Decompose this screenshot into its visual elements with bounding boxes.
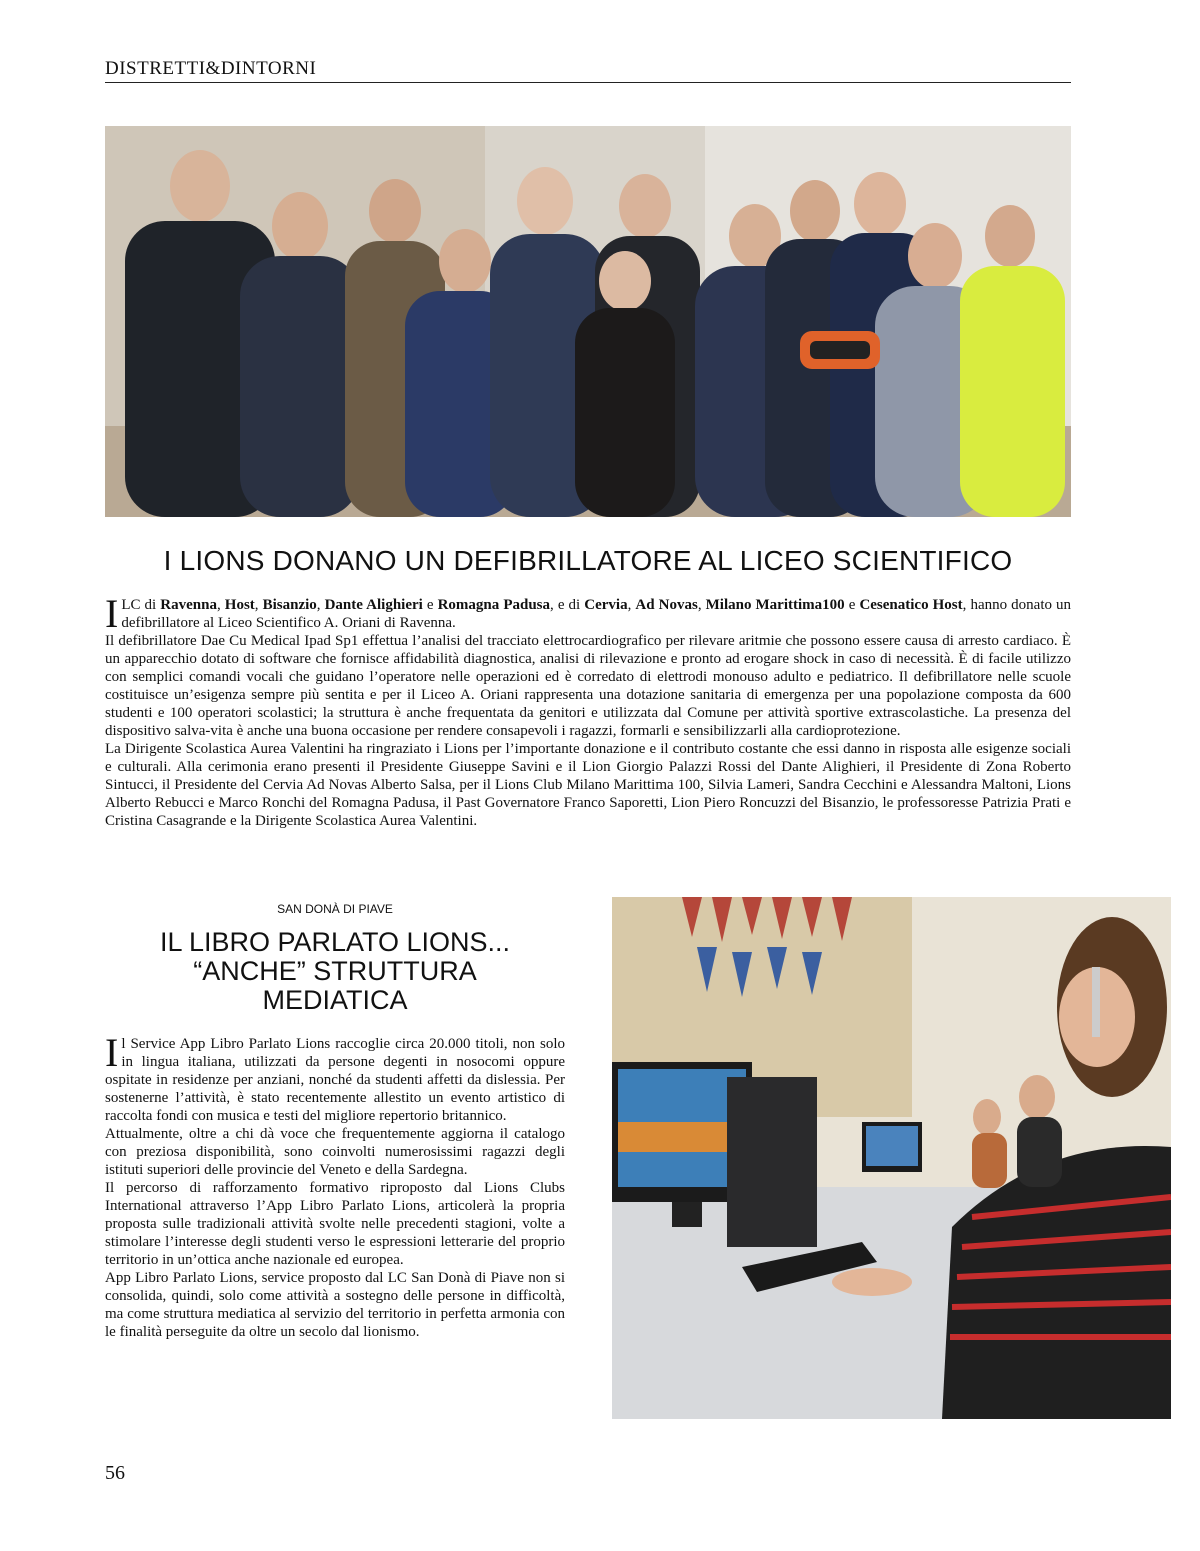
article-paragraph: Il defibrillatore Dae Cu Medical Ipad Sp1 effettua l’analisi del tracciato elettrocardiografico per rilevare aritmie che possono essere causa di arresto cardiaco. È un apparecchio dotato di software che fornisce affidabilità diagnostica, analisi di rilevazione e pronto ad erogare shock in caso di necessità. È di facile utilizzo con semplici comandi vocali che guidano l’operatore nelle operazioni ed è corredato di elettrodi monouso adulto e pediatrico. Il defibrillatore nelle scuole costituisce un’esigenza sempre più sentita e per il Liceo A. Oriani rappresenta una dotazione sanitaria di emergenza per una popolazione composta da 600 studenti e 100 operatori scolastici; la struttura è anche frequentata da genitori e utilizzata dal Comune per attività sportive extrascolastiche. La presenza del dispositivo salva-vita è anche una buona occasione per rendere consapevoli i ragazzi, formarli e sensibilizzarli alla cardioprotezione. [105, 633, 1071, 739]
article-paragraph: Il percorso di rafforzamento formativo riproposto dal Lions Clubs International attraverso l’App Libro Parlato Lions, articolerà la propria proposta sulle tradizionali attività svolte nelle precedenti stagioni, volte a stimolare l’interesse degli studenti verso le espressioni letterarie del proprio territorio in un’ottica anche nazionale ed europea. [105, 1180, 565, 1268]
article-paragraph: Attualmente, oltre a chi dà voce che frequentemente aggiorna il catalogo con preziosa disponibilità, sono coinvolti numerosissimi ragazzi degli istituti superiori delle provincie del Veneto e della Sardegna. [105, 1126, 565, 1178]
page-number: 56 [105, 1462, 125, 1484]
article-paragraph: La Dirigente Scolastica Aurea Valentini ha ringraziato i Lions per l’importante donazione e il contributo costante che essi danno in risposta alle esigenze sociali e culturali. Alla cerimonia erano presenti il Presidente Giuseppe Savini e il Lion Giorgio Palazzi Rossi del Dante Alighieri, il Presidente di Zona Roberto Sintucci, il Presidente del Cervia Ad Novas Alberto Salsa, per il Lions Club Milano Marittima 100, Silvia Lameri, Sandra Cecchini e Alessandra Maltoni, Lions Alberto Rebucci e Marco Ronchi del Romagna Padusa, il Past Governatore Franco Saporetti, Lion Piero Roncuzzi del Bisanzio, le professoresse Patrizia Prati e Cristina Casagrande e la Dirigente Scolastica Aurea Valentini. [105, 741, 1071, 829]
drop-cap: I [105, 1030, 119, 1075]
students-computers-photo [612, 897, 1171, 1419]
group-photo-illustration [105, 126, 1071, 517]
group-photo [105, 126, 1071, 517]
article-paragraph: Il Service App Libro Parlato Lions raccoglie circa 20.000 titoli, non solo in lingua italiana, utilizzati da persone degenti in nosocomi oppure ospitate in residenze per anziani, nonché da studenti affetti da dislessia. Per sostenerne l’attività, è stato recentemente allestito un evento artistico di raccolta fondi con musica e testi del migliore repertorio britannico. [105, 1030, 565, 1124]
article-title-libro-parlato: IL LIBRO PARLATO LIONS... “ANCHE” STRUTTURA MEDIATICA [159, 927, 511, 1015]
header-rule [105, 82, 1071, 83]
drop-cap: I [105, 591, 119, 636]
article-paragraph: ILC di Ravenna, Host, Bisanzio, Dante Alighieri e Romagna Padusa, e di Cervia, Ad Novas, Milano Marittima100 e Cesenatico Host, hanno donato un defibrillatore al Liceo Scientifico A. Oriani di Ravenna. [105, 591, 1072, 636]
students-photo-illustration [612, 897, 1171, 1419]
article-paragraph: App Libro Parlato Lions, service proposto dal LC San Donà di Piave non si consolida, quindi, solo come attività a sostegno delle persone in difficoltà, ma come struttura mediatica al servizio del territorio in perfetta armonia con le finalità perseguite da oltre un secolo dal lionismo. [105, 1270, 565, 1340]
article-title-defibrillator: I LIONS DONANO UN DEFIBRILLATORE AL LICEO SCIENTIFICO [163, 545, 1013, 576]
section-header: DISTRETTI&DINTORNI [105, 58, 317, 79]
article-kicker: SAN DONÀ DI PIAVE [277, 902, 393, 916]
article-body-defibrillator [105, 591, 1072, 830]
article-body-libro-parlato [105, 1030, 565, 1341]
